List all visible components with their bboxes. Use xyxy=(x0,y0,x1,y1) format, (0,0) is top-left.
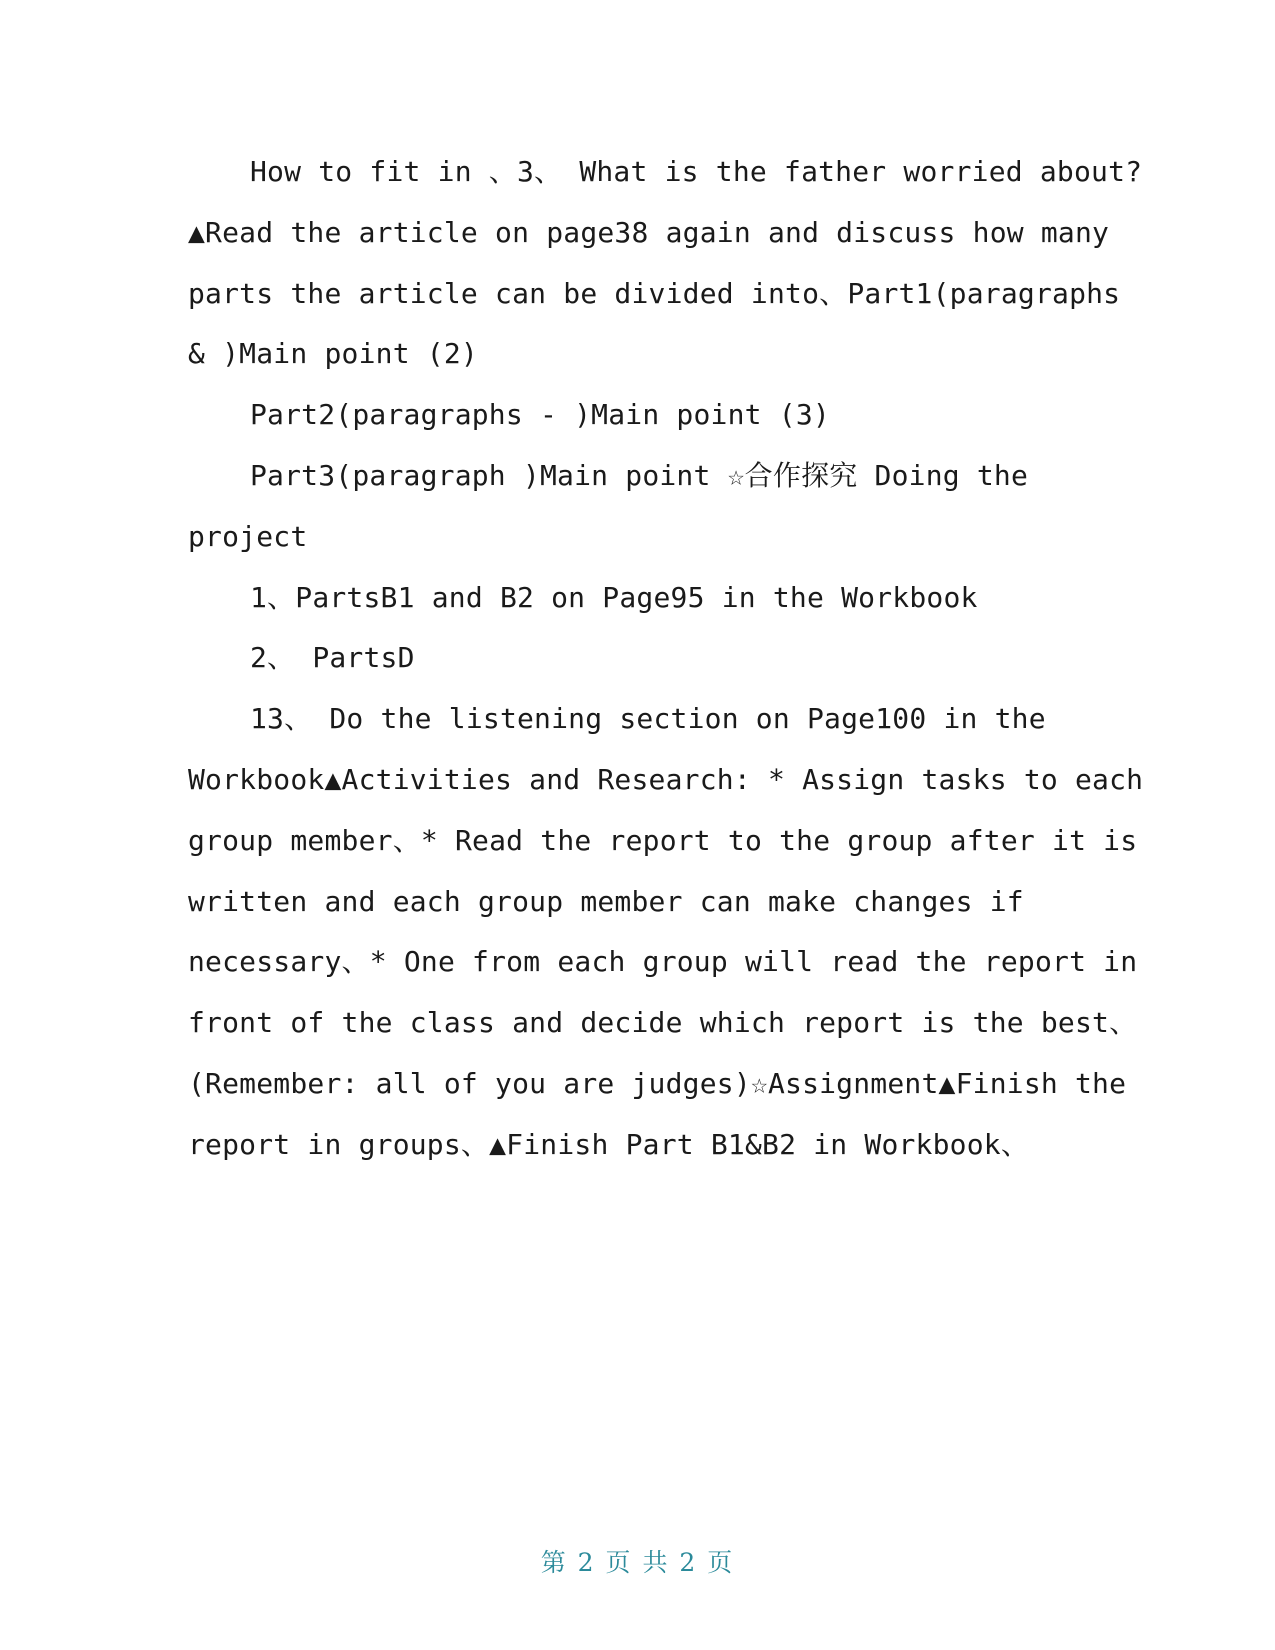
text-line: written and each group member can make changes if xyxy=(188,884,1024,918)
text-line: report in groups、▲Finish Part B1&B2 in Workbook、 xyxy=(188,1127,1030,1161)
document-body xyxy=(188,142,1144,1176)
text-line: Workbook▲Activities and Research: * Assign tasks to each xyxy=(188,762,1144,796)
text-line: (Remember: all of you are judges)☆Assignment▲Finish the xyxy=(188,1066,1127,1100)
text-line: Part2(paragraphs - )Main point (3) xyxy=(250,398,830,432)
text-line: 2、 PartsD xyxy=(250,641,415,675)
text-line: group member、* Read the report to the group after it is xyxy=(188,823,1138,857)
text-line: necessary、* One from each group will read the report in xyxy=(188,945,1138,979)
text-line: front of the class and decide which report is the best、 xyxy=(188,1006,1138,1040)
page-number-footer: 第 2 页 共 2 页 xyxy=(540,1548,735,1577)
text-line: & )Main point (2) xyxy=(188,337,478,371)
text-line: 13、 Do the listening section on Page100 in the xyxy=(250,702,1046,736)
text-line: ▲Read the article on page38 again and discuss how many xyxy=(188,215,1110,249)
text-line: How to fit in 、3、 What is the father worried about? xyxy=(250,155,1143,188)
text-line: 1、PartsB1 and B2 on Page95 in the Workbook xyxy=(250,580,978,614)
text-line: Part3(paragraph )Main point ☆合作探究 Doing the xyxy=(250,458,1029,492)
text-line: parts the article can be divided into、Part1(paragraphs xyxy=(188,276,1121,310)
text-line: project xyxy=(188,519,308,553)
